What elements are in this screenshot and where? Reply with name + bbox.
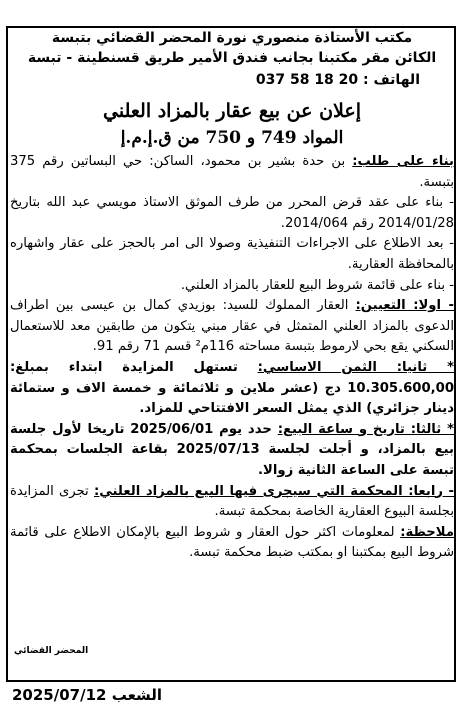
announcement-title: إعلان عن بيع عقار بالمزاد العلني — [103, 100, 361, 122]
paragraph-text: تجرى المزايدة بجلسة البيوع العقارية الخاصة بمحكمة تبسة. — [10, 483, 454, 520]
paragraph-designation — [10, 296, 454, 358]
paragraph-text: بن حدة بشير بن محمود، الساكن: حي البساتين رقم 375 بتبسة. — [10, 154, 454, 190]
phone-number: 037 58 18 20 — [255, 72, 359, 88]
legal-articles: المواد 749 و 750 من ق.إ.م.إ — [120, 128, 344, 148]
paragraph-note — [10, 523, 454, 564]
paragraph-text: - بناء على قائمة شروط البيع للعقار بالمزاد العلني. — [180, 277, 454, 293]
paragraph-label: ملاحظة: — [400, 524, 454, 540]
publication-date: 2025/07/12 — [12, 686, 107, 704]
paragraph-sale-date — [10, 420, 454, 482]
paragraph-loan-contract — [10, 193, 454, 234]
phone-label: الهاتف : — [363, 72, 420, 88]
paragraph-text: لمعلومات اكثر حول العقار و شروط البيع بالإمكان الاطلاع على قائمة شروط البيع بمكتبنا او بمكتب ضبط محكمة تبسة. — [10, 524, 454, 561]
paragraph-request — [10, 152, 454, 193]
office-address: الكائن مقر مكتبنا بجانب فندق الأمير طريق قسنطينة - تبسة — [27, 50, 437, 66]
office-phone — [14, 72, 420, 88]
paragraph-label: بناء على طلب: — [352, 154, 455, 169]
paragraph-text: - بعد الاطلاع على الاجراءات التنفيذية وصولا الى امر بالحجز على عقار واشهاره بالمحافظة العقارية. — [10, 236, 454, 272]
paragraph-text: حدد يوم 2025/06/01 تاريخا لأول جلسة بيع بالمزاد، و أجلت لجلسة 2025/07/13 بقاعة الجلسات بمحكمة تبسة على الساعة الثانية زوالا. — [10, 421, 454, 478]
publication-footer — [12, 686, 192, 704]
paragraph-text: - بناء على عقد قرض المحرر من طرف الموثق الاستاذ مويسي عبد الله بتاريخ 2014/01/28 رقم 2014/064. — [10, 195, 454, 231]
paragraph-base-price — [10, 358, 454, 420]
paragraph-text: العقار المملوك للسيد: بوزيدي كمال بن عيسى بين اطراف الدعوى بالمزاد العلني المتمثل في عقار مبني يتكون من طابقين معد للاستعمال السكني يقع بحي لارموط بتبسة مساحته 116م² قسم 71 رقم 91. — [10, 298, 454, 355]
announcement-body — [10, 152, 454, 564]
paragraph-label: * ثانيا: الثمن الاساسي: — [257, 359, 454, 375]
paragraph-label: * ثالثا: تاريخ و ساعة البيع: — [277, 421, 454, 437]
newspaper-name: الشعب — [111, 686, 163, 704]
paragraph-court — [10, 482, 454, 523]
bailiff-signature: المحضر القضائي — [14, 646, 89, 656]
paragraph-text: تستهل المزايدة ابتداء بمبلغ: 10.305.600,00 دج (عشر ملاين و ثلاثمائة و خمسة الاف و ستمائة دينار جزائري) الذي يمثل السعر الافتتاحي للمزاد. — [10, 359, 454, 417]
office-name: مكتب الأستاذة منصوري نورة المحضر القضائي بتبسة — [51, 30, 413, 46]
paragraph-label: - اولا: التعيين: — [355, 298, 454, 314]
paragraph-label: - رابعا: المحكمة التي سيجرى فيها البيع بالمزاد العلني: — [93, 483, 454, 499]
paragraph-sale-conditions — [10, 276, 454, 297]
paragraph-procedures — [10, 234, 454, 275]
